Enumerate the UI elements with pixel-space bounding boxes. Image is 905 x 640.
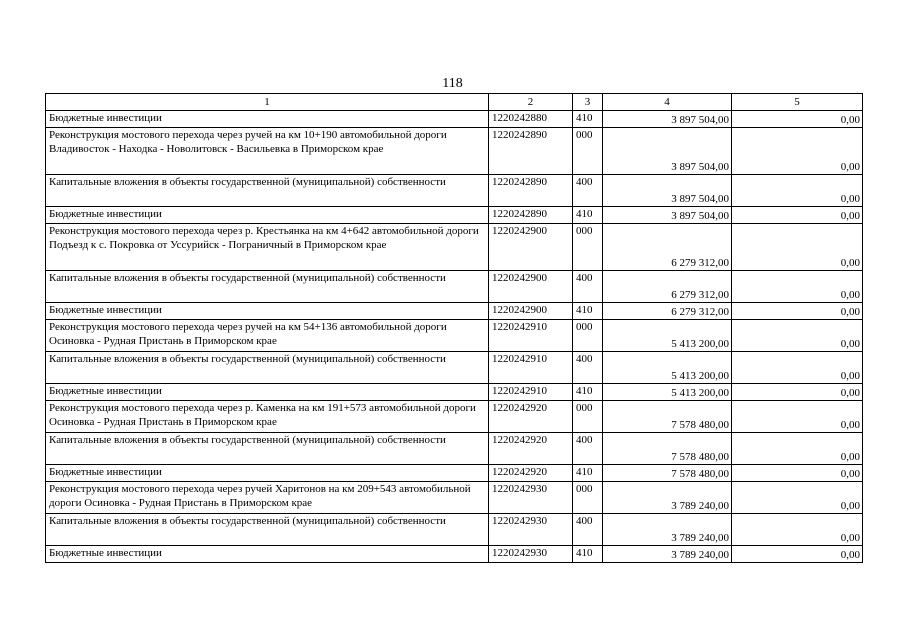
row-name-cell: Реконструкция мостового перехода через ручей Харитонов на км 209+543 автомобильной дороги Осиновка - Рудная Пристань в Приморском крае [46, 482, 489, 514]
table-row [46, 271, 863, 303]
row-amount2-cell: 0,00 [732, 111, 863, 128]
row-code-cell: 1220242920 [489, 401, 573, 433]
row-type-cell: 000 [573, 128, 603, 175]
row-amount2-cell: 0,00 [732, 128, 863, 175]
row-amount2-cell: 0,00 [732, 514, 863, 546]
table-row [46, 433, 863, 465]
row-amount-cell: 3 789 240,00 [603, 514, 732, 546]
row-amount2-cell: 0,00 [732, 433, 863, 465]
row-type-cell: 000 [573, 224, 603, 271]
row-amount2-cell: 0,00 [732, 207, 863, 224]
row-amount-cell: 5 413 200,00 [603, 352, 732, 384]
table-row [46, 128, 863, 175]
row-amount-cell: 3 897 504,00 [603, 111, 732, 128]
row-name-cell: Бюджетные инвестиции [46, 465, 489, 482]
row-type-cell: 400 [573, 175, 603, 207]
row-code-cell: 1220242910 [489, 320, 573, 352]
column-header-4: 4 [603, 94, 732, 111]
row-code-cell: 1220242880 [489, 111, 573, 128]
row-amount2-cell: 0,00 [732, 303, 863, 320]
column-header-1: 1 [46, 94, 489, 111]
table-row [46, 482, 863, 514]
row-type-cell: 000 [573, 482, 603, 514]
table-row [46, 514, 863, 546]
row-name-cell: Бюджетные инвестиции [46, 303, 489, 320]
table-row [46, 207, 863, 224]
column-header-5: 5 [732, 94, 863, 111]
row-type-cell: 400 [573, 433, 603, 465]
page-number: 118 [442, 76, 463, 91]
row-name-cell: Капитальные вложения в объекты государственной (муниципальной) собственности [46, 175, 489, 207]
row-name-cell: Реконструкция мостового перехода через р. Крестьянка на км 4+642 автомобильной дороги Подъезд к с. Покровка от Уссурийск - Пограничный в Приморском крае [46, 224, 489, 271]
row-code-cell: 1220242890 [489, 128, 573, 175]
row-name-cell: Реконструкция мостового перехода через р. Каменка на км 191+573 автомобильной дороги Осиновка - Рудная Пристань в Приморском крае [46, 401, 489, 433]
row-code-cell: 1220242930 [489, 482, 573, 514]
row-amount-cell: 3 789 240,00 [603, 546, 732, 563]
row-type-cell: 410 [573, 465, 603, 482]
row-name-cell: Бюджетные инвестиции [46, 546, 489, 563]
row-code-cell: 1220242920 [489, 465, 573, 482]
table-row [46, 111, 863, 128]
row-amount2-cell: 0,00 [732, 482, 863, 514]
row-amount2-cell: 0,00 [732, 465, 863, 482]
row-amount-cell: 6 279 312,00 [603, 224, 732, 271]
row-type-cell: 410 [573, 303, 603, 320]
row-type-cell: 000 [573, 401, 603, 433]
row-amount2-cell: 0,00 [732, 320, 863, 352]
table-row [46, 175, 863, 207]
row-code-cell: 1220242890 [489, 207, 573, 224]
row-code-cell: 1220242910 [489, 352, 573, 384]
row-type-cell: 410 [573, 384, 603, 401]
row-amount2-cell: 0,00 [732, 384, 863, 401]
budget-table [45, 93, 863, 563]
row-amount2-cell: 0,00 [732, 546, 863, 563]
row-type-cell: 410 [573, 207, 603, 224]
row-type-cell: 400 [573, 514, 603, 546]
column-header-2: 2 [489, 94, 573, 111]
row-amount2-cell: 0,00 [732, 271, 863, 303]
row-name-cell: Реконструкция мостового перехода через ручей на км 10+190 автомобильной дороги Владивосток - Находка - Новолитовск - Васильевка в Приморском крае [46, 128, 489, 175]
row-type-cell: 410 [573, 546, 603, 563]
row-code-cell: 1220242900 [489, 303, 573, 320]
table-row [46, 401, 863, 433]
row-amount2-cell: 0,00 [732, 175, 863, 207]
table-row [46, 224, 863, 271]
row-name-cell: Капитальные вложения в объекты государственной (муниципальной) собственности [46, 352, 489, 384]
row-amount-cell: 7 578 480,00 [603, 401, 732, 433]
row-amount-cell: 5 413 200,00 [603, 384, 732, 401]
row-code-cell: 1220242910 [489, 384, 573, 401]
table-row [46, 352, 863, 384]
row-name-cell: Реконструкция мостового перехода через ручей на км 54+136 автомобильной дороги Осиновка - Рудная Пристань в Приморском крае [46, 320, 489, 352]
row-amount-cell: 5 413 200,00 [603, 320, 732, 352]
row-code-cell: 1220242900 [489, 271, 573, 303]
row-amount2-cell: 0,00 [732, 224, 863, 271]
table-row [46, 320, 863, 352]
column-header-3: 3 [573, 94, 603, 111]
row-name-cell: Бюджетные инвестиции [46, 111, 489, 128]
table-header-row [46, 94, 863, 111]
row-type-cell: 400 [573, 352, 603, 384]
row-amount-cell: 7 578 480,00 [603, 465, 732, 482]
row-amount-cell: 7 578 480,00 [603, 433, 732, 465]
row-name-cell: Капитальные вложения в объекты государственной (муниципальной) собственности [46, 514, 489, 546]
row-name-cell: Бюджетные инвестиции [46, 384, 489, 401]
table-row [46, 465, 863, 482]
row-type-cell: 400 [573, 271, 603, 303]
row-amount-cell: 3 789 240,00 [603, 482, 732, 514]
table-row [46, 384, 863, 401]
row-code-cell: 1220242930 [489, 514, 573, 546]
row-amount-cell: 3 897 504,00 [603, 207, 732, 224]
table-row [46, 303, 863, 320]
row-code-cell: 1220242890 [489, 175, 573, 207]
row-amount-cell: 3 897 504,00 [603, 128, 732, 175]
row-amount-cell: 6 279 312,00 [603, 271, 732, 303]
row-name-cell: Капитальные вложения в объекты государственной (муниципальной) собственности [46, 271, 489, 303]
row-amount2-cell: 0,00 [732, 401, 863, 433]
row-name-cell: Капитальные вложения в объекты государственной (муниципальной) собственности [46, 433, 489, 465]
row-code-cell: 1220242920 [489, 433, 573, 465]
table-row [46, 546, 863, 563]
row-type-cell: 410 [573, 111, 603, 128]
row-amount-cell: 3 897 504,00 [603, 175, 732, 207]
row-name-cell: Бюджетные инвестиции [46, 207, 489, 224]
row-amount2-cell: 0,00 [732, 352, 863, 384]
row-amount-cell: 6 279 312,00 [603, 303, 732, 320]
row-type-cell: 000 [573, 320, 603, 352]
row-code-cell: 1220242900 [489, 224, 573, 271]
row-code-cell: 1220242930 [489, 546, 573, 563]
